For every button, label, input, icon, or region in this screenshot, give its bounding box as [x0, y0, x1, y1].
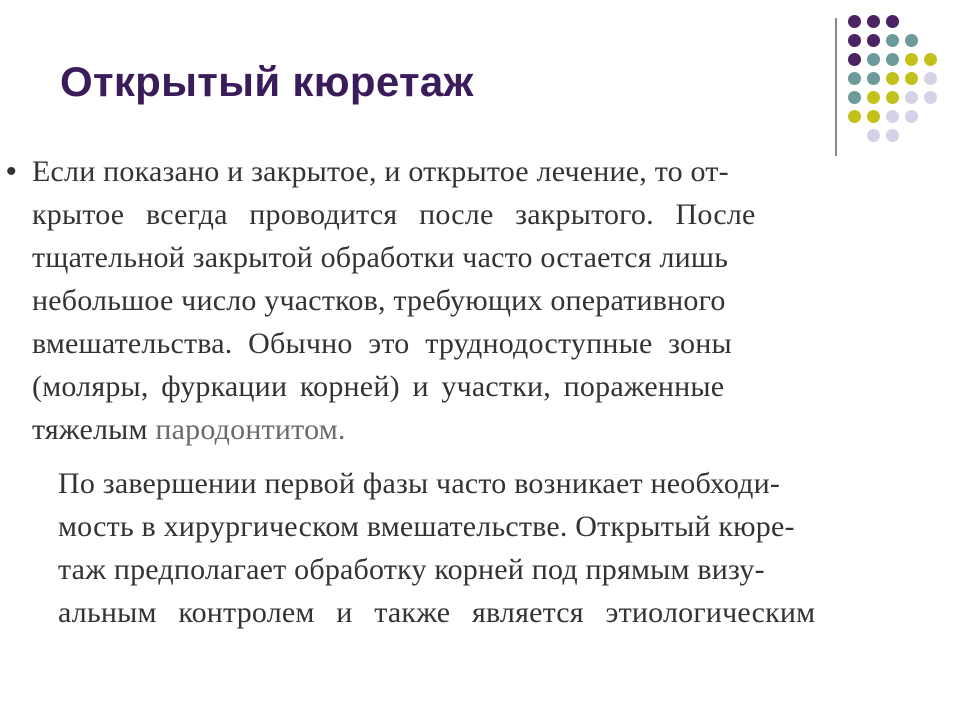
decorative-dot	[867, 72, 880, 85]
decorative-dot	[905, 110, 918, 123]
decorative-dot	[867, 91, 880, 104]
paragraph-2	[58, 462, 918, 634]
decorative-dot	[924, 53, 937, 66]
decorative-dot	[924, 72, 937, 85]
paragraph-1-line: небольшое число участков, требующих оперативного	[32, 284, 726, 317]
decorative-dot	[848, 91, 861, 104]
paragraph-1-line: (моляры, фуркации корней) и участки, пораженные	[32, 370, 725, 403]
decorative-dot	[886, 72, 899, 85]
decorative-dot	[905, 91, 918, 104]
decorative-dot	[886, 15, 899, 28]
paragraph-1-last-line-start: тяжелым	[32, 413, 156, 446]
decorative-dot	[886, 110, 899, 123]
decorative-dot	[886, 129, 899, 142]
paragraph-1-line: вмешательства. Обычно это труднодоступные зоны	[32, 327, 732, 360]
decorative-dot	[867, 53, 880, 66]
decorative-dot	[867, 34, 880, 47]
decorative-dot	[848, 110, 861, 123]
decorative-dot	[848, 72, 861, 85]
decorative-dot	[848, 53, 861, 66]
decorative-dot	[905, 72, 918, 85]
decorative-dot	[848, 15, 861, 28]
decorative-divider-line	[835, 18, 837, 156]
decorative-dot	[886, 53, 899, 66]
decorative-dot-grid	[848, 15, 948, 155]
decorative-dot	[886, 91, 899, 104]
paragraph-1-last-line	[32, 408, 912, 451]
decorative-dot	[867, 15, 880, 28]
decorative-dot	[905, 34, 918, 47]
decorative-dot	[905, 53, 918, 66]
paragraph-1-last-line-end: пародонтитом.	[155, 413, 346, 446]
decorative-dot	[867, 110, 880, 123]
paragraph-1	[32, 150, 912, 451]
bullet-marker: •	[6, 155, 17, 188]
paragraph-2-line: таж предполагает обработку корней под прямым визу-	[58, 553, 765, 586]
decorative-dot	[867, 129, 880, 142]
slide-title: Открытый кюретаж	[60, 58, 474, 105]
decorative-dot	[886, 34, 899, 47]
decorative-dot	[924, 91, 937, 104]
paragraph-2-line: мость в хирургическом вмешательстве. Открытый кюре-	[58, 510, 795, 543]
decorative-dot	[848, 34, 861, 47]
paragraph-1-line: крытое всегда проводится после закрытого. После	[32, 198, 756, 231]
paragraph-2-line: По завершении первой фазы часто возникает необходи-	[58, 467, 781, 500]
paragraph-2-line: альным контролем и также является этиологическим	[58, 596, 816, 629]
paragraph-1-line: тщательной закрытой обработки часто остается лишь	[32, 241, 729, 274]
paragraph-1-line: Если показано и закрытое, и открытое лечение, то от-	[32, 155, 729, 188]
